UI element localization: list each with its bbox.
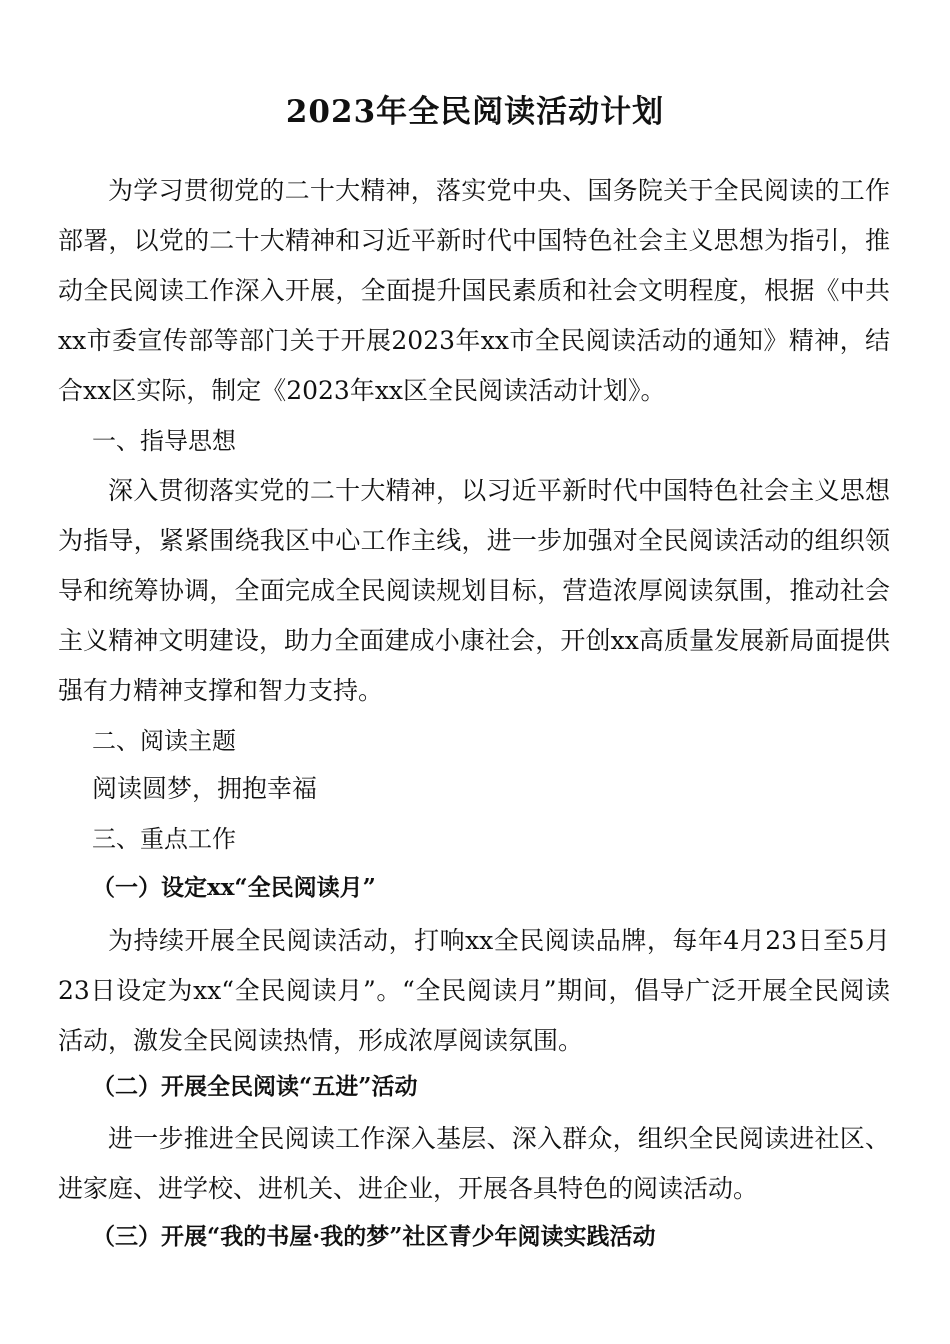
intro-paragraph: 为学习贯彻党的二十大精神，落实党中央、国务院关于全民阅读的工作部署，以党的二十大精神和习近平新时代中国特色社会主义思想为指引，推动全民阅读工作深入开展，全面提升国民素质和社会文明程度，根据《中共xx市委宣传部等部门关于开展2023年xx市全民阅读活动的通知》精神，结合xx区实际，制定《2023年xx区全民阅读活动计划》。 [58, 176, 890, 405]
subheading-reading-month: （一）设定xx“全民阅读月” [92, 874, 376, 901]
subheading-five-entries: （二）开展全民阅读“五进”活动 [92, 1073, 418, 1100]
guiding-ideology-paragraph: 深入贯彻落实党的二十大精神，以习近平新时代中国特色社会主义思想为指导，紧紧围绕我区中心工作主线，进一步加强对全民阅读活动的组织领导和统筹协调，全面完成全民阅读规划目标，营造浓厚阅读氛围，推动社会主义精神文明建设，助力全面建成小康社会，开创xx高质量发展新局面提供强有力精神支撑和智力支持。 [58, 476, 890, 705]
reading-month-paragraph: 为持续开展全民阅读活动，打响xx全民阅读品牌，每年4月23日至5月23日设定为xx“全民阅读月”。“全民阅读月”期间，倡导广泛开展全民阅读活动，激发全民阅读热情，形成浓厚阅读氛围。 [58, 926, 890, 1055]
reading-theme-text: 阅读圆梦，拥抱幸福 [92, 774, 318, 803]
section-heading-guiding-ideology: 一、指导思想 [92, 427, 236, 455]
document-title: 2023年全民阅读活动计划 [285, 94, 665, 130]
section-heading-reading-theme: 二、阅读主题 [92, 727, 236, 755]
section-heading-key-work: 三、重点工作 [92, 825, 236, 853]
five-entries-paragraph: 进一步推进全民阅读工作深入基层、深入群众，组织全民阅读进社区、进家庭、进学校、进机关、进企业，开展各具特色的阅读活动。 [58, 1124, 890, 1203]
subheading-bookhouse-dream: （三）开展“我的书屋·我的梦”社区青少年阅读实践活动 [92, 1223, 656, 1250]
